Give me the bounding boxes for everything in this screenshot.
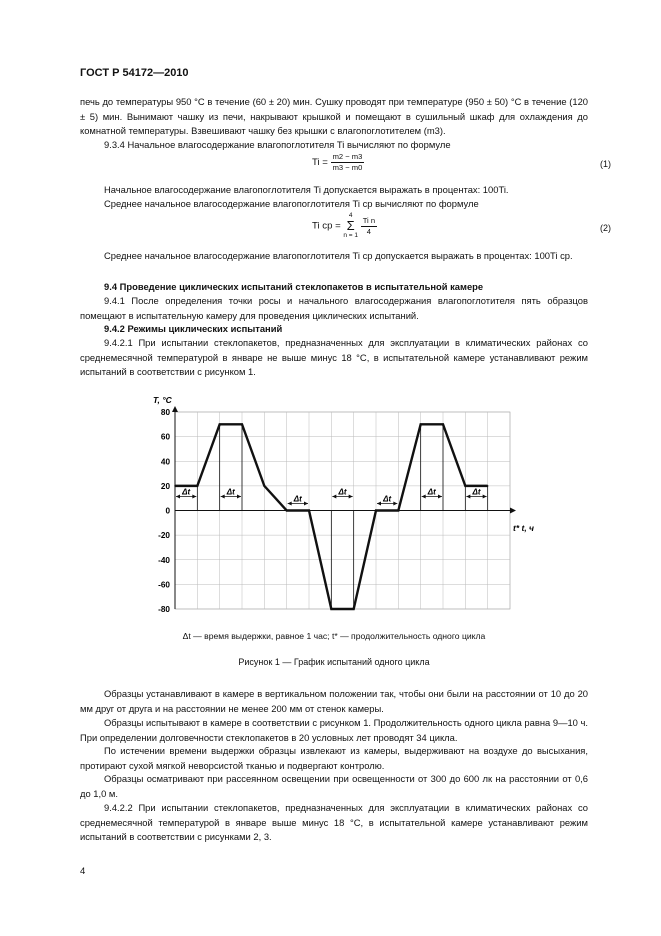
y-tick-label: -60 <box>158 580 170 590</box>
formula-1-number: (1) <box>600 159 611 169</box>
paragraph-9-4-2-1: 9.4.2.1 При испытании стеклопакетов, предназначенных для эксплуатации в климатических районах со среднемесячной температурой в январе не выше минус 18 °С, в испытательной камере устанавливают режим испытаний в соответствии с рисунком 1. <box>80 337 588 378</box>
series-point <box>353 608 355 610</box>
paragraph-9-4-2-2: 9.4.2.2 При испытании стеклопакетов, предназначенных для эксплуатации в климатических районах со среднемесячной температурой в январе выше минус 18 °С, в испытательной камере устанавливают режим испытаний в соответствии с рисунками 2, 3. <box>80 802 588 843</box>
heading-9-4: 9.4 Проведение циклических испытаний стеклопакетов в испытательной камере <box>104 281 484 292</box>
hold-arrow-head-right <box>483 495 487 499</box>
series-point <box>375 510 377 512</box>
y-tick-label: 80 <box>160 408 170 417</box>
hold-arrow-head-right <box>438 495 442 499</box>
series-point <box>487 485 489 487</box>
x-axis-arrow <box>510 508 516 514</box>
hold-arrow-head-left <box>176 495 180 499</box>
figure-1-chart <box>140 385 560 625</box>
hold-arrow-head-right <box>349 495 353 499</box>
sum-symbol: Σ <box>346 218 355 233</box>
formula-2-sum-bottom: n = 1 <box>343 232 359 239</box>
hold-label: Δt <box>472 487 481 497</box>
series-point <box>331 608 333 610</box>
paragraph-9-3-4: 9.3.4 Начальное влагосодержание влагопоглотителя Ti вычисляют по формуле <box>104 139 451 150</box>
series-point <box>264 485 266 487</box>
paragraph-placement: Образцы устанавливают в камере в вертикальном положении так, чтобы они были на расстоянии от 10 до 20 мм друг от друга и на расстоянии не менее 200 мм от стенок камеры. <box>80 688 588 714</box>
figure-caption: Рисунок 1 — График испытаний одного цикла <box>238 657 430 667</box>
y-tick-label: 20 <box>160 481 170 491</box>
heading-9-4-2: 9.4.2 Режимы циклических испытаний <box>104 323 283 334</box>
paragraph-percent-ti: Начальное влагосодержание влагопоглотителя Ti допускается выражать в процентах: 100Ti. <box>104 184 509 195</box>
paragraph-drying-control: По истечении времени выдержки образцы извлекают из камеры, выдерживают на воздухе до высыхания, протирают сухой мягкой неворсистой тканью и подвергают контролю. <box>80 745 588 771</box>
series-point <box>241 424 243 426</box>
series-point <box>197 485 199 487</box>
hold-label: Δt <box>226 487 235 497</box>
figure-legend: Δt — время выдержки, равное 1 час; t* — продолжительность одного цикла <box>182 631 486 641</box>
page-number: 4 <box>80 866 86 877</box>
formula-2-number: (2) <box>600 223 611 233</box>
series-point <box>286 510 288 512</box>
formula-1-denominator: m3 − m0 <box>332 163 363 172</box>
hold-arrow-head-left <box>466 495 470 499</box>
series-point <box>174 485 176 487</box>
hold-label: Δt <box>338 487 347 497</box>
formula-2-numerator: Ti n <box>362 215 376 225</box>
formula-2-lhs: Ti ср = <box>312 220 341 232</box>
formula-2 <box>312 212 377 240</box>
hold-arrow-head-right <box>237 495 241 499</box>
series-point <box>420 424 422 426</box>
series-point <box>398 510 400 512</box>
paragraph-percent-ti-mean: Среднее начальное влагосодержание влагопоглотителя Ti ср допускается выражать в процентах: 100Ti ср. <box>104 250 573 261</box>
hold-arrow-head-right <box>192 495 196 499</box>
series-point <box>308 510 310 512</box>
paragraph-inspection: Образцы осматривают при рассеянном освещении при освещенности от 300 до 600 лк на расстоянии от 0,6 до 1,0 м. <box>80 773 588 799</box>
hold-arrow-head-right <box>304 502 308 506</box>
series-point <box>442 424 444 426</box>
y-tick-label: -20 <box>158 531 170 541</box>
formula-1-lhs: Ti = <box>312 157 328 169</box>
hold-label: Δt <box>293 494 302 504</box>
document-header: ГОСТ Р 54172—2010 <box>80 67 189 79</box>
chart-y-axis <box>158 406 516 614</box>
formula-1 <box>312 152 364 173</box>
paragraph-drying: печь до температуры 950 °С в течение (60 ± 20) мин. Сушку проводят при температуре (950 ± 50) °С в течение (120 ± 5) мин. Вынимают чашку из печи, накрывают крышкой и помещают в сушильный шкаф для охлаждения до комнатной температуры. Взвешивают чашку без крышки с влагопоглотителем (m3). <box>80 96 588 137</box>
paragraph-cycles: Образцы испытывают в камере в соответствии с рисунком 1. Продолжительность одного цикла равна 9—10 ч. При определении долговечности стеклопакетов в 20 условных лет проводят 34 цикла. <box>80 717 588 743</box>
chart-y-label: T, °C <box>153 395 172 405</box>
y-tick-label: -40 <box>158 555 170 565</box>
hold-label: Δt <box>182 487 191 497</box>
y-tick-label: 60 <box>160 432 170 442</box>
hold-arrow-head-left <box>377 502 381 506</box>
formula-2-sum-top: 4 <box>348 212 353 219</box>
y-tick-label: 40 <box>160 457 170 467</box>
hold-label: Δt <box>427 487 436 497</box>
y-axis-arrow <box>172 406 178 412</box>
hold-arrow-head-right <box>393 502 397 506</box>
hold-label: Δt <box>383 494 392 504</box>
hold-arrow-head-left <box>332 495 336 499</box>
paragraph-mean-ti: Среднее начальное влагосодержание влагопоглотителя Ti ср вычисляют по формуле <box>104 198 479 209</box>
paragraph-9-4-1: 9.4.1 После определения точки росы и начального влагосодержания влагопоглотителя пять образцов помещают в испытательную камеру для проведения циклических испытаний. <box>80 295 588 321</box>
hold-arrow-head-left <box>221 495 225 499</box>
formula-2-denominator: 4 <box>366 226 371 236</box>
hold-arrow-head-left <box>288 502 292 506</box>
y-tick-label: -80 <box>158 605 170 614</box>
y-tick-label: 0 <box>165 506 170 516</box>
hold-arrow-head-left <box>422 495 426 499</box>
chart-x-label: t* t, ч <box>513 523 535 533</box>
series-point <box>465 485 467 487</box>
series-point <box>219 424 221 426</box>
formula-1-numerator: m2 − m3 <box>332 152 363 161</box>
